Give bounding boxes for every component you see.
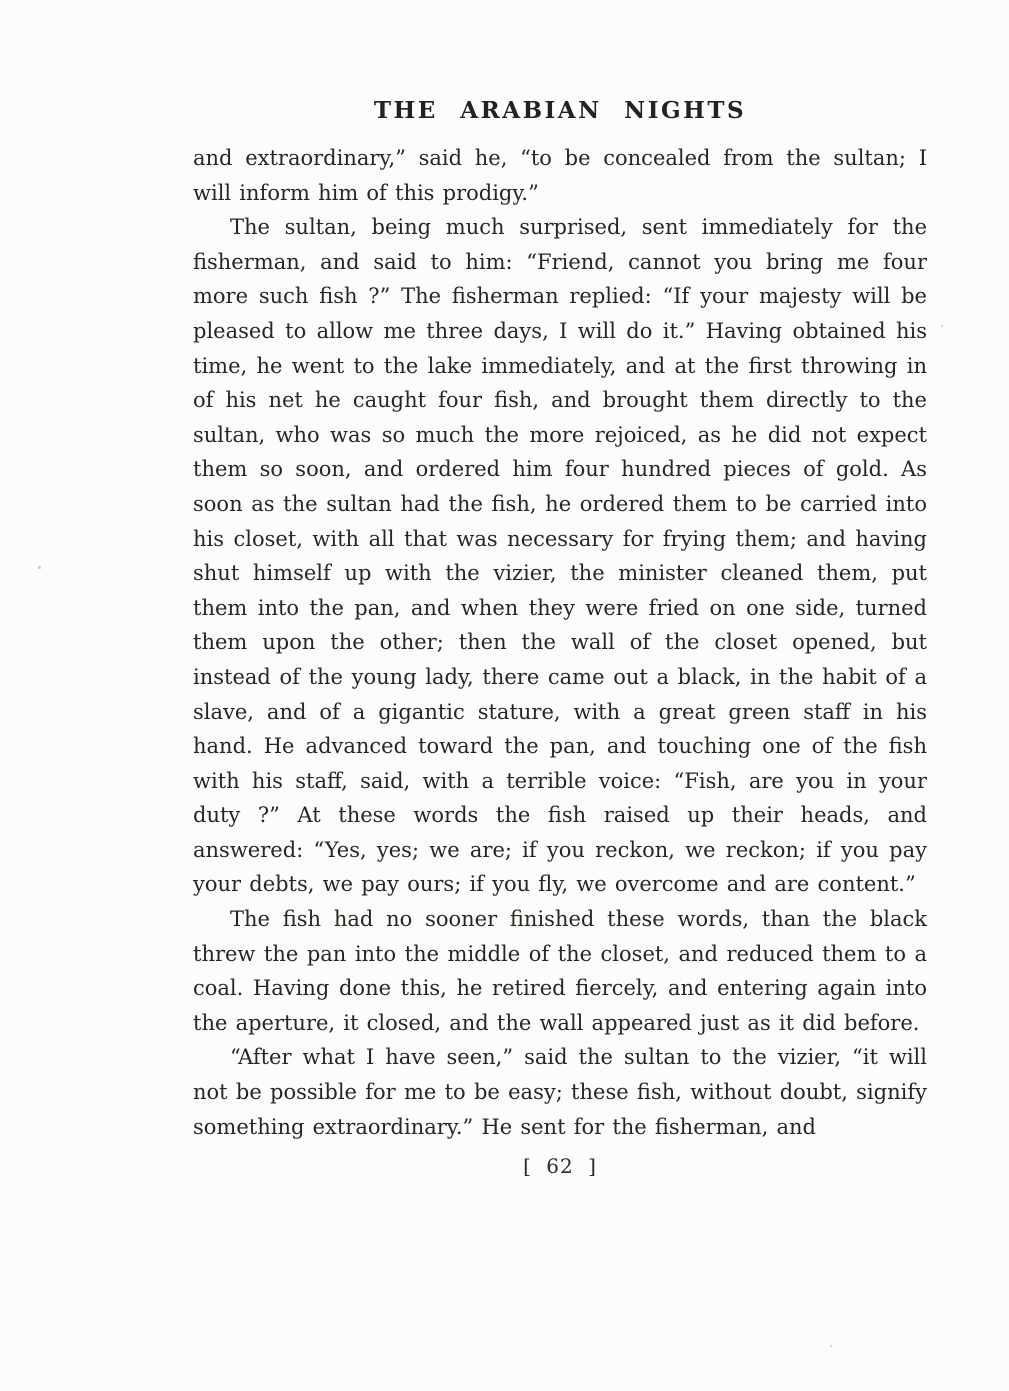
running-head: THE ARABIAN NIGHTS xyxy=(373,97,747,124)
text-block xyxy=(193,97,927,1178)
scan-speck xyxy=(830,1345,832,1347)
scan-speck xyxy=(941,325,943,327)
paragraph-continuation: and extraordinary,” said he, “to be concealed from the sultan; I will inform him of this prodigy.” xyxy=(193,146,927,205)
paragraph-after-what-seen: “After what I have seen,” said the sultan to the vizier, “it will not be possible for me to be easy; these fish, without doubt, signify something extraordinary.” He sent for the fisherman, and xyxy=(193,1045,927,1139)
paragraph-fish-finished: The fish had no sooner finished these words, than the black threw the pan into the middle of the closet, and reduced them to a coal. Having done this, he retired fiercely, and entering again into the aperture, it closed, and the wall appeared just as it did before. xyxy=(193,907,927,1035)
paragraph-sultan-surprised: The sultan, being much surprised, sent immediately for the fisherman, and said to him: “Friend, cannot you bring me four more such fish ?” The fisherman replied: “If your majesty will be pleased to allow me three days, I will do it.” Having obtained his time, he went to the lake immediately, and at the first throwing in of his net he caught four fish, and brought them directly to the sultan, who was so much the more rejoiced, as he did not expect them so soon, and ordered him four hundred pieces of gold. As soon as the sultan had the fish, he ordered them to be carried into his closet, with all that was necessary for frying them; and having shut himself up with the vizier, the minister cleaned them, put them into the pan, and when they were fried on one side, turned them upon the other; then the wall of the closet opened, but instead of the young lady, there came out a black, in the habit of a slave, and of a gigantic stature, with a great green staff in his hand. He advanced toward the pan, and touching one of the fish with his staff, said, with a terrible voice: “Fish, are you in your duty ?” At these words the fish raised up their heads, and answered: “Yes, yes; we are; if you reckon, we reckon; if you pay your debts, we pay ours; if you fly, we overcome and are content.” xyxy=(193,215,927,897)
scan-speck xyxy=(38,566,41,569)
page-number: [ 62 ] xyxy=(523,1154,597,1179)
